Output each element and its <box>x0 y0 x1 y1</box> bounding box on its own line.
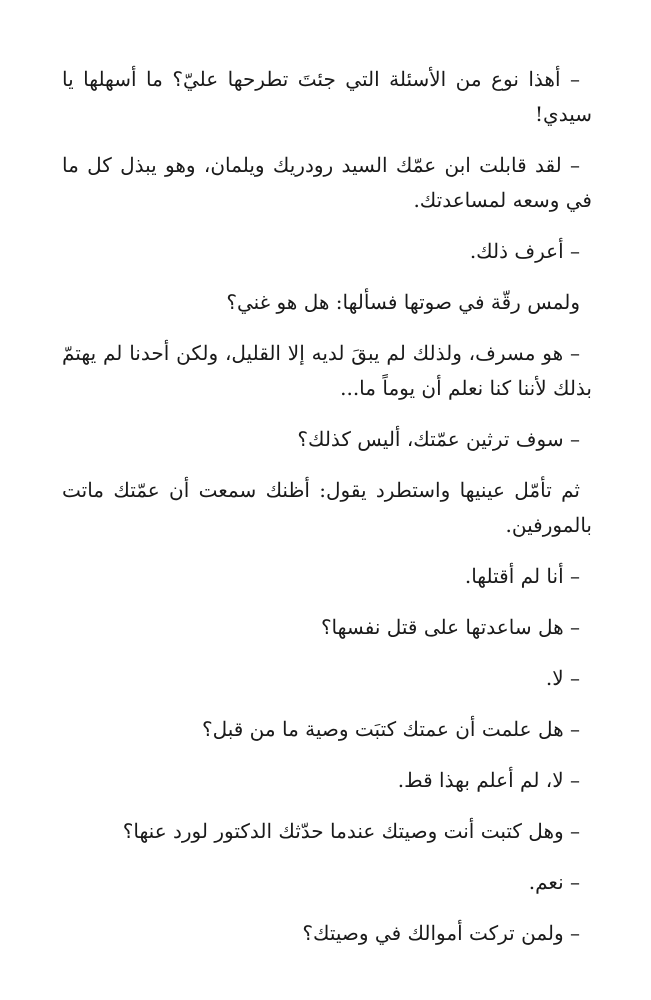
paragraph-3: – أعرف ذلك. <box>469 239 580 263</box>
paragraph-13: – وهل كتبت أنت وصيتك عندما حدّثك الدكتور لورد عنها؟ <box>122 819 580 843</box>
paragraph-2: – لقد قابلت ابن عمّك السيد رودريك ويلمان، وهو يبذل كل ما في وسعه لمساعدتك. <box>62 153 592 212</box>
paragraph-11: – هل علمت أن عمتك كتبَت وصية ما من قبل؟ <box>201 717 580 741</box>
paragraph-8: – أنا لم أقتلها. <box>464 564 580 588</box>
paragraph-7: ثم تأمّل عينيها واستطرد يقول: أظنك سمعت أن عمّتك ماتت بالمورفين. <box>62 478 592 537</box>
paragraph-1: – أهذا نوع من الأسئلة التي جئتَ تطرحها عليّ؟ ما أسهلها يا سيدي! <box>62 67 592 126</box>
paragraph-15: – ولمن تركت أموالك في وصيتك؟ <box>302 921 580 945</box>
paragraph-5: – هو مسرف، ولذلك لم يبقَ لديه إلا القليل، ولكن أحدنا لم يهتمّ بذلك لأننا كنا نعلم أن يوماً ما... <box>62 341 592 400</box>
paragraph-9: – هل ساعدتها على قتل نفسها؟ <box>320 615 580 639</box>
paragraph-14: – نعم. <box>528 870 580 894</box>
paragraph-10: – لا. <box>545 666 580 690</box>
page-text <box>62 62 592 951</box>
paragraph-6: – سوف ترثين عمّتك، أليس كذلك؟ <box>297 427 580 451</box>
paragraph-4: ولمس رقّة في صوتها فسألها: هل هو غني؟ <box>226 290 580 314</box>
paragraph-12: – لا، لم أعلم بهذا قط. <box>397 768 580 792</box>
